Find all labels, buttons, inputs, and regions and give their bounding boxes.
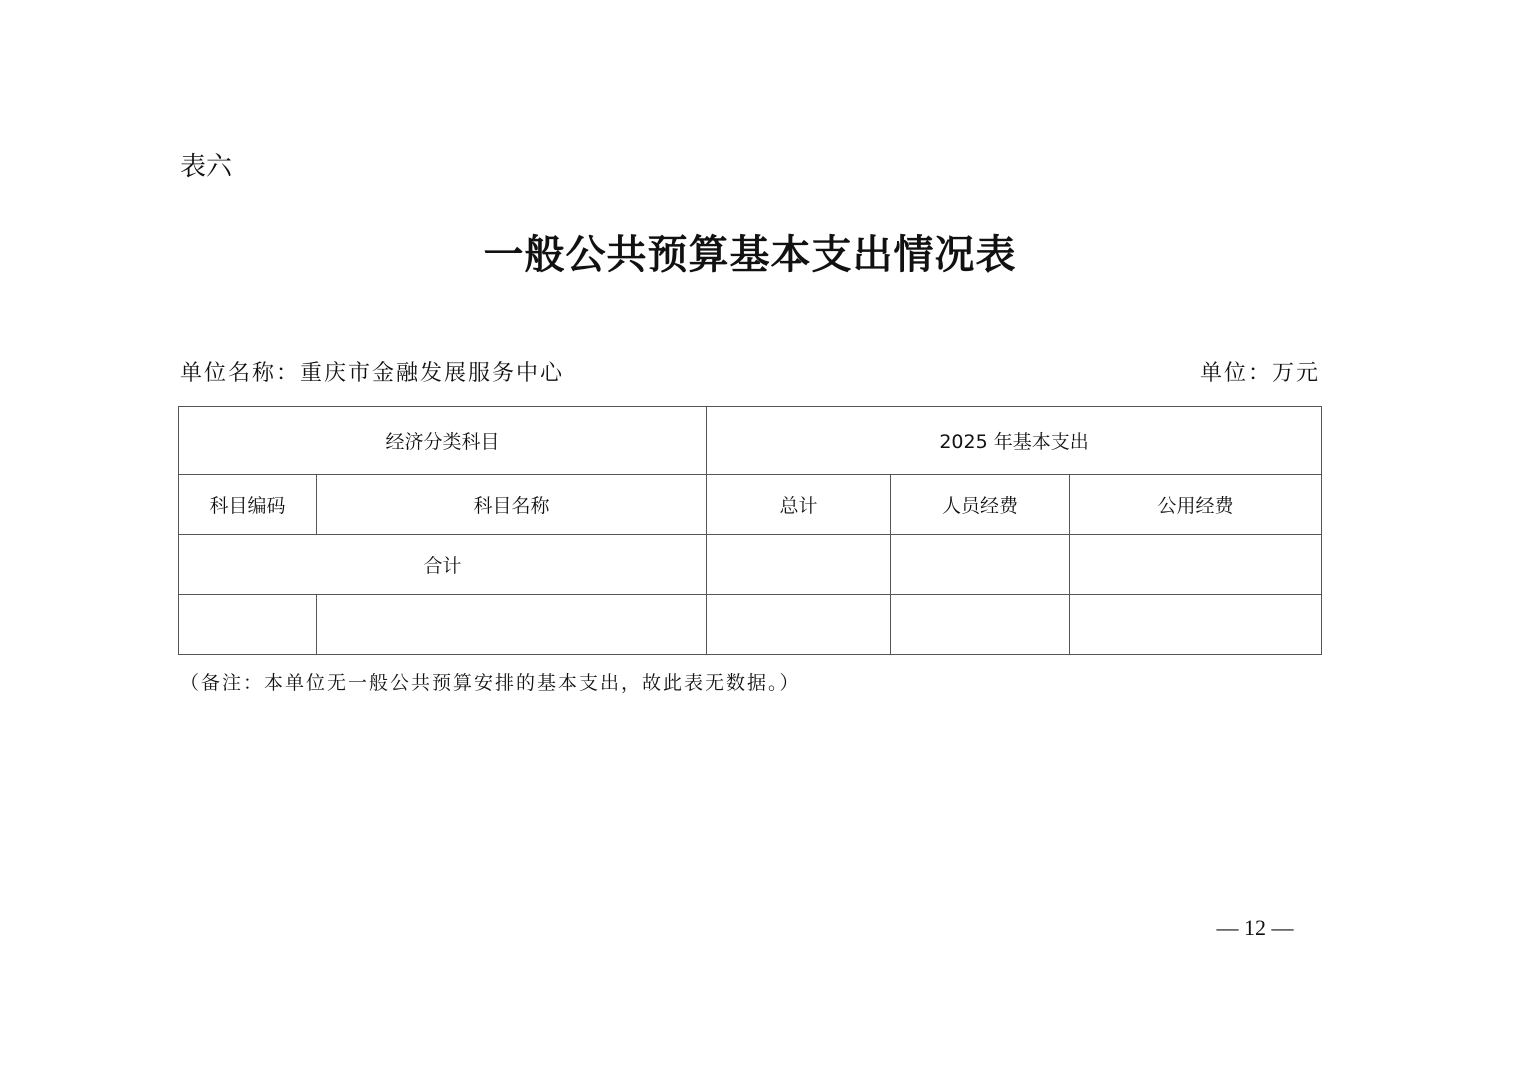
total-amount-cell [707,535,891,595]
row-personnel-cell [891,595,1070,655]
table-note: （备注：本单位无一般公共预算安排的基本支出，故此表无数据。） [180,672,801,694]
row-name-cell [317,595,707,655]
currency-unit-line: 单位：万元 [1199,361,1320,386]
header-basic-expenditure-2025: 2025 年基本支出 [707,407,1322,475]
page-number: — 12 — [1216,915,1294,940]
total-label-cell: 合计 [179,535,707,595]
total-personnel-cell [891,535,1070,595]
header-economic-classification: 经济分类科目 [179,407,707,475]
total-public-cell [1070,535,1322,595]
document-title: 一般公共预算基本支出情况表 [483,231,1017,278]
column-header-personnel: 人员经费 [891,475,1070,535]
table-row [179,595,1322,655]
budget-table [178,406,1322,655]
column-header-name: 科目名称 [317,475,707,535]
column-header-total: 总计 [707,475,891,535]
row-public-cell [1070,595,1322,655]
total-row [179,535,1322,595]
column-header-row [179,475,1322,535]
row-total-cell [707,595,891,655]
row-code-cell [179,595,317,655]
table-label: 表六 [180,152,233,182]
column-header-code: 科目编码 [179,475,317,535]
unit-name-line: 单位名称：重庆市金融发展服务中心 [180,361,565,386]
column-header-public: 公用经费 [1070,475,1322,535]
header-group-row [179,407,1322,475]
